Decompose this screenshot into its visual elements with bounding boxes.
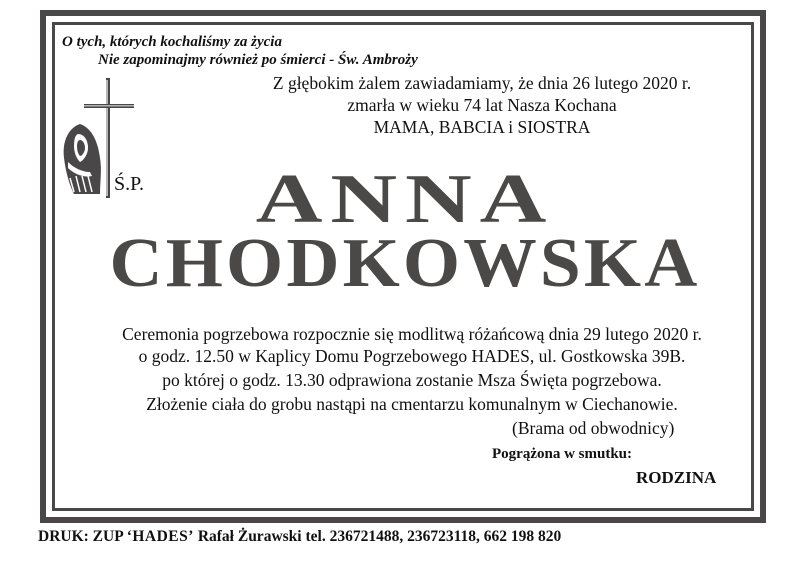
deceased-prefix: Ś.P. xyxy=(114,173,145,195)
announcement-line-1: Z głębokim żalem zawiadamiamy, że dnia 26 lutego 2020 r. xyxy=(272,73,692,93)
footer-brand: ‘HADES’ xyxy=(126,528,194,545)
quote-line-2: Nie zapominajmy również po śmierci - Św. Ambroży xyxy=(98,52,418,68)
ceremony-line-1: Ceremonia pogrzebowa rozpocznie się modlitwą różańcową dnia 29 lutego 2020 r. xyxy=(122,324,702,344)
deceased-first-name: ANNA xyxy=(255,161,555,238)
printer-footer xyxy=(38,528,561,546)
ceremony-line-4: Złożenie ciała do grobu nastąpi na cmentarzu komunalnym w Ciechanowie. xyxy=(146,394,678,414)
footer-contact: Rafał Żurawski tel. 236721488, 236723118, 662 198 820 xyxy=(197,528,562,545)
footer-prefix: DRUK: ZUP xyxy=(38,528,123,545)
ceremony-line-2: o godz. 12.50 w Kaplicy Domu Pogrzebowego HADES, ul. Gostkowska 39B. xyxy=(138,346,686,366)
deceased-last-name: CHODKOWSKA xyxy=(109,225,701,302)
quote-line-1: O tych, których kochaliśmy za życia xyxy=(62,34,282,50)
announcement-line-2: zmarła w wieku 74 lat Nasza Kochana xyxy=(347,95,617,115)
ceremony-line-3: po której o godz. 13.30 odprawiona zostanie Msza Święta pogrzebowa. xyxy=(162,370,662,390)
mourners-family: RODZINA xyxy=(636,468,717,487)
mourners-label: Pogrążona w smutku: xyxy=(492,446,633,462)
announcement-line-3: MAMA, BABCIA i SIOSTRA xyxy=(373,117,591,137)
ceremony-line-5: (Brama od obwodnicy) xyxy=(512,418,675,438)
